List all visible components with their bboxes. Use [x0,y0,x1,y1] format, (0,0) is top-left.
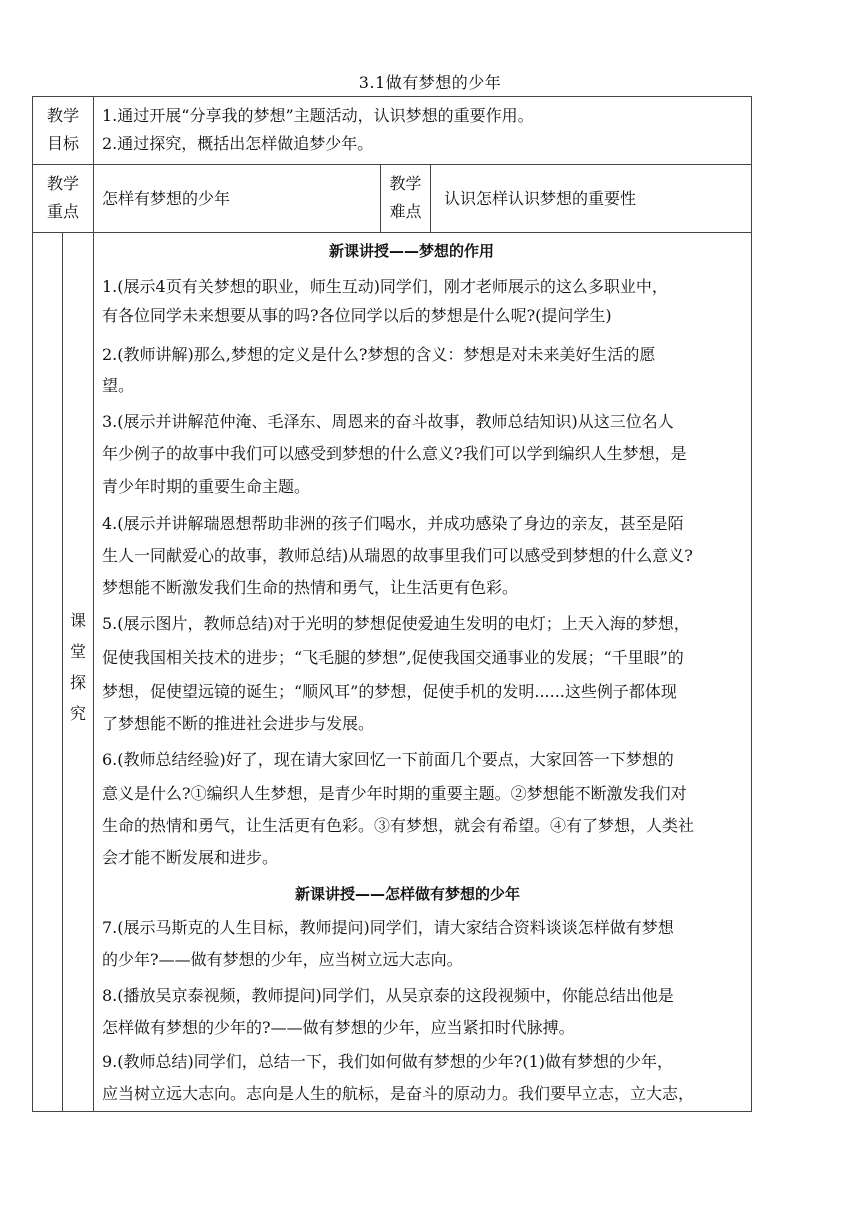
section-label [63,605,93,729]
content-line: 5.(展示图片，教师总结)对于光明的梦想促使爱迪生发明的电灯；上天入海的梦想， [102,614,690,633]
content-line: 1.(展示4页有关梦想的职业，师生互动)同学们，刚才老师展示的这么多职业中， [102,277,668,296]
content-line: 生人一同献爱心的故事，教师总结)从瑞恩的故事里我们可以感受到梦想的什么意义? [102,546,693,565]
content-line: 会才能不断发展和进步。 [102,848,279,867]
focus-label-line-2: 重点 [46,202,79,221]
content-line: 6.(教师总结经验)好了，现在请大家回忆一下前面几个要点，大家回答一下梦想的 [102,750,674,769]
table-border-top [32,96,752,97]
row-divider-1 [32,164,752,165]
label-column-divider [93,96,94,1112]
difficulty-label [381,170,430,226]
content-line: 9.(教师总结)同学们，总结一下，我们如何做有梦想的少年?(1)做有梦想的少年， [102,1052,673,1071]
content-line: 了梦想能不断的推进社会进步与发展。 [102,714,375,733]
content-line: 怎样做有梦想的少年的?——做有梦想的少年，应当紧扣时代脉搏。 [102,1018,575,1037]
focus-label [33,170,93,226]
section-label-char: 究 [69,704,86,723]
content-line: 3.(展示并讲解范仲淹、毛泽东、周恩来的奋斗故事，教师总结知识)从这三位名人 [102,412,674,431]
section-label-char: 堂 [69,642,86,661]
content-line: 青少年时期的重要生命主题。 [102,477,311,496]
content-line: 的少年?——做有梦想的少年，应当树立远大志向。 [102,950,463,969]
table-border-right [751,96,752,1112]
content-line: 意义是什么?①编织人生梦想，是青少年时期的重要主题。②梦想能不断激发我们对 [102,784,687,803]
content-line: 7.(展示马斯克的人生目标，教师提问)同学们，请大家结合资料谈谈怎样做有梦想 [102,918,674,937]
table-border-left [32,96,33,1112]
content-line: 梦想，促使望远镜的诞生；“顺风耳”的梦想，促使手机的发明......这些例子都体现 [102,682,677,701]
row-divider-2 [32,232,752,233]
section-heading-2: 新课讲授——怎样做有梦想的少年 [295,885,521,903]
difficulty-label-line-1: 教学 [389,174,422,193]
content-line: 生命的热情和勇气，让生活更有色彩。③有梦想，就会有希望。④有了梦想，人类社 [102,816,695,835]
content-line: 8.(播放吴京泰视频，教师提问)同学们，从吴京泰的这段视频中，你能总结出他是 [102,986,674,1005]
goals-label-line-1: 教学 [46,106,79,125]
section-label-char: 课 [69,611,86,630]
table-border-bottom [32,1111,752,1112]
goals-label [33,102,93,158]
goals-label-line-2: 目标 [46,134,79,153]
section-heading-1: 新课讲授——梦想的作用 [329,242,495,260]
page-title: 3.1做有梦想的少年 [358,73,502,92]
content-line: 望。 [102,376,135,395]
content-line: 有各位同学未来想要从事的吗?各位同学以后的梦想是什么呢?(提问学生) [102,306,612,325]
section-label-char: 探 [69,673,86,692]
focus-text: 怎样有梦想的少年 [102,189,231,208]
content-line: 促使我国相关技术的进步；“飞毛腿的梦想”,促使我国交通事业的发展；“千里眼”的 [102,648,684,667]
content-line: 4.(展示并讲解瑞恩想帮助非洲的孩子们喝水，并成功感染了身边的亲友，甚至是陌 [102,514,684,533]
difficulty-right-divider [430,164,431,232]
goal-line-2: 2.通过探究，概括出怎样做追梦少年。 [102,134,374,153]
content-line: 年少例子的故事中我们可以感受到梦想的什么意义?我们可以学到编织人生梦想，是 [102,444,687,463]
content-line: 梦想能不断激发我们生命的热情和勇气，让生活更有色彩。 [102,578,519,597]
content-line: 应当树立远大志向。志向是人生的航标，是奋斗的原动力。我们要早立志，立大志， [102,1084,695,1103]
focus-label-line-1: 教学 [46,174,79,193]
difficulty-text: 认识怎样认识梦想的重要性 [444,189,637,208]
difficulty-label-line-2: 难点 [389,202,422,221]
goal-line-1: 1.通过开展“分享我的梦想”主题活动，认识梦想的重要作用。 [102,106,534,125]
content-line: 2.(教师讲解)那么,梦想的定义是什么?梦想的含义：梦想是对未来美好生活的愿 [102,345,656,364]
